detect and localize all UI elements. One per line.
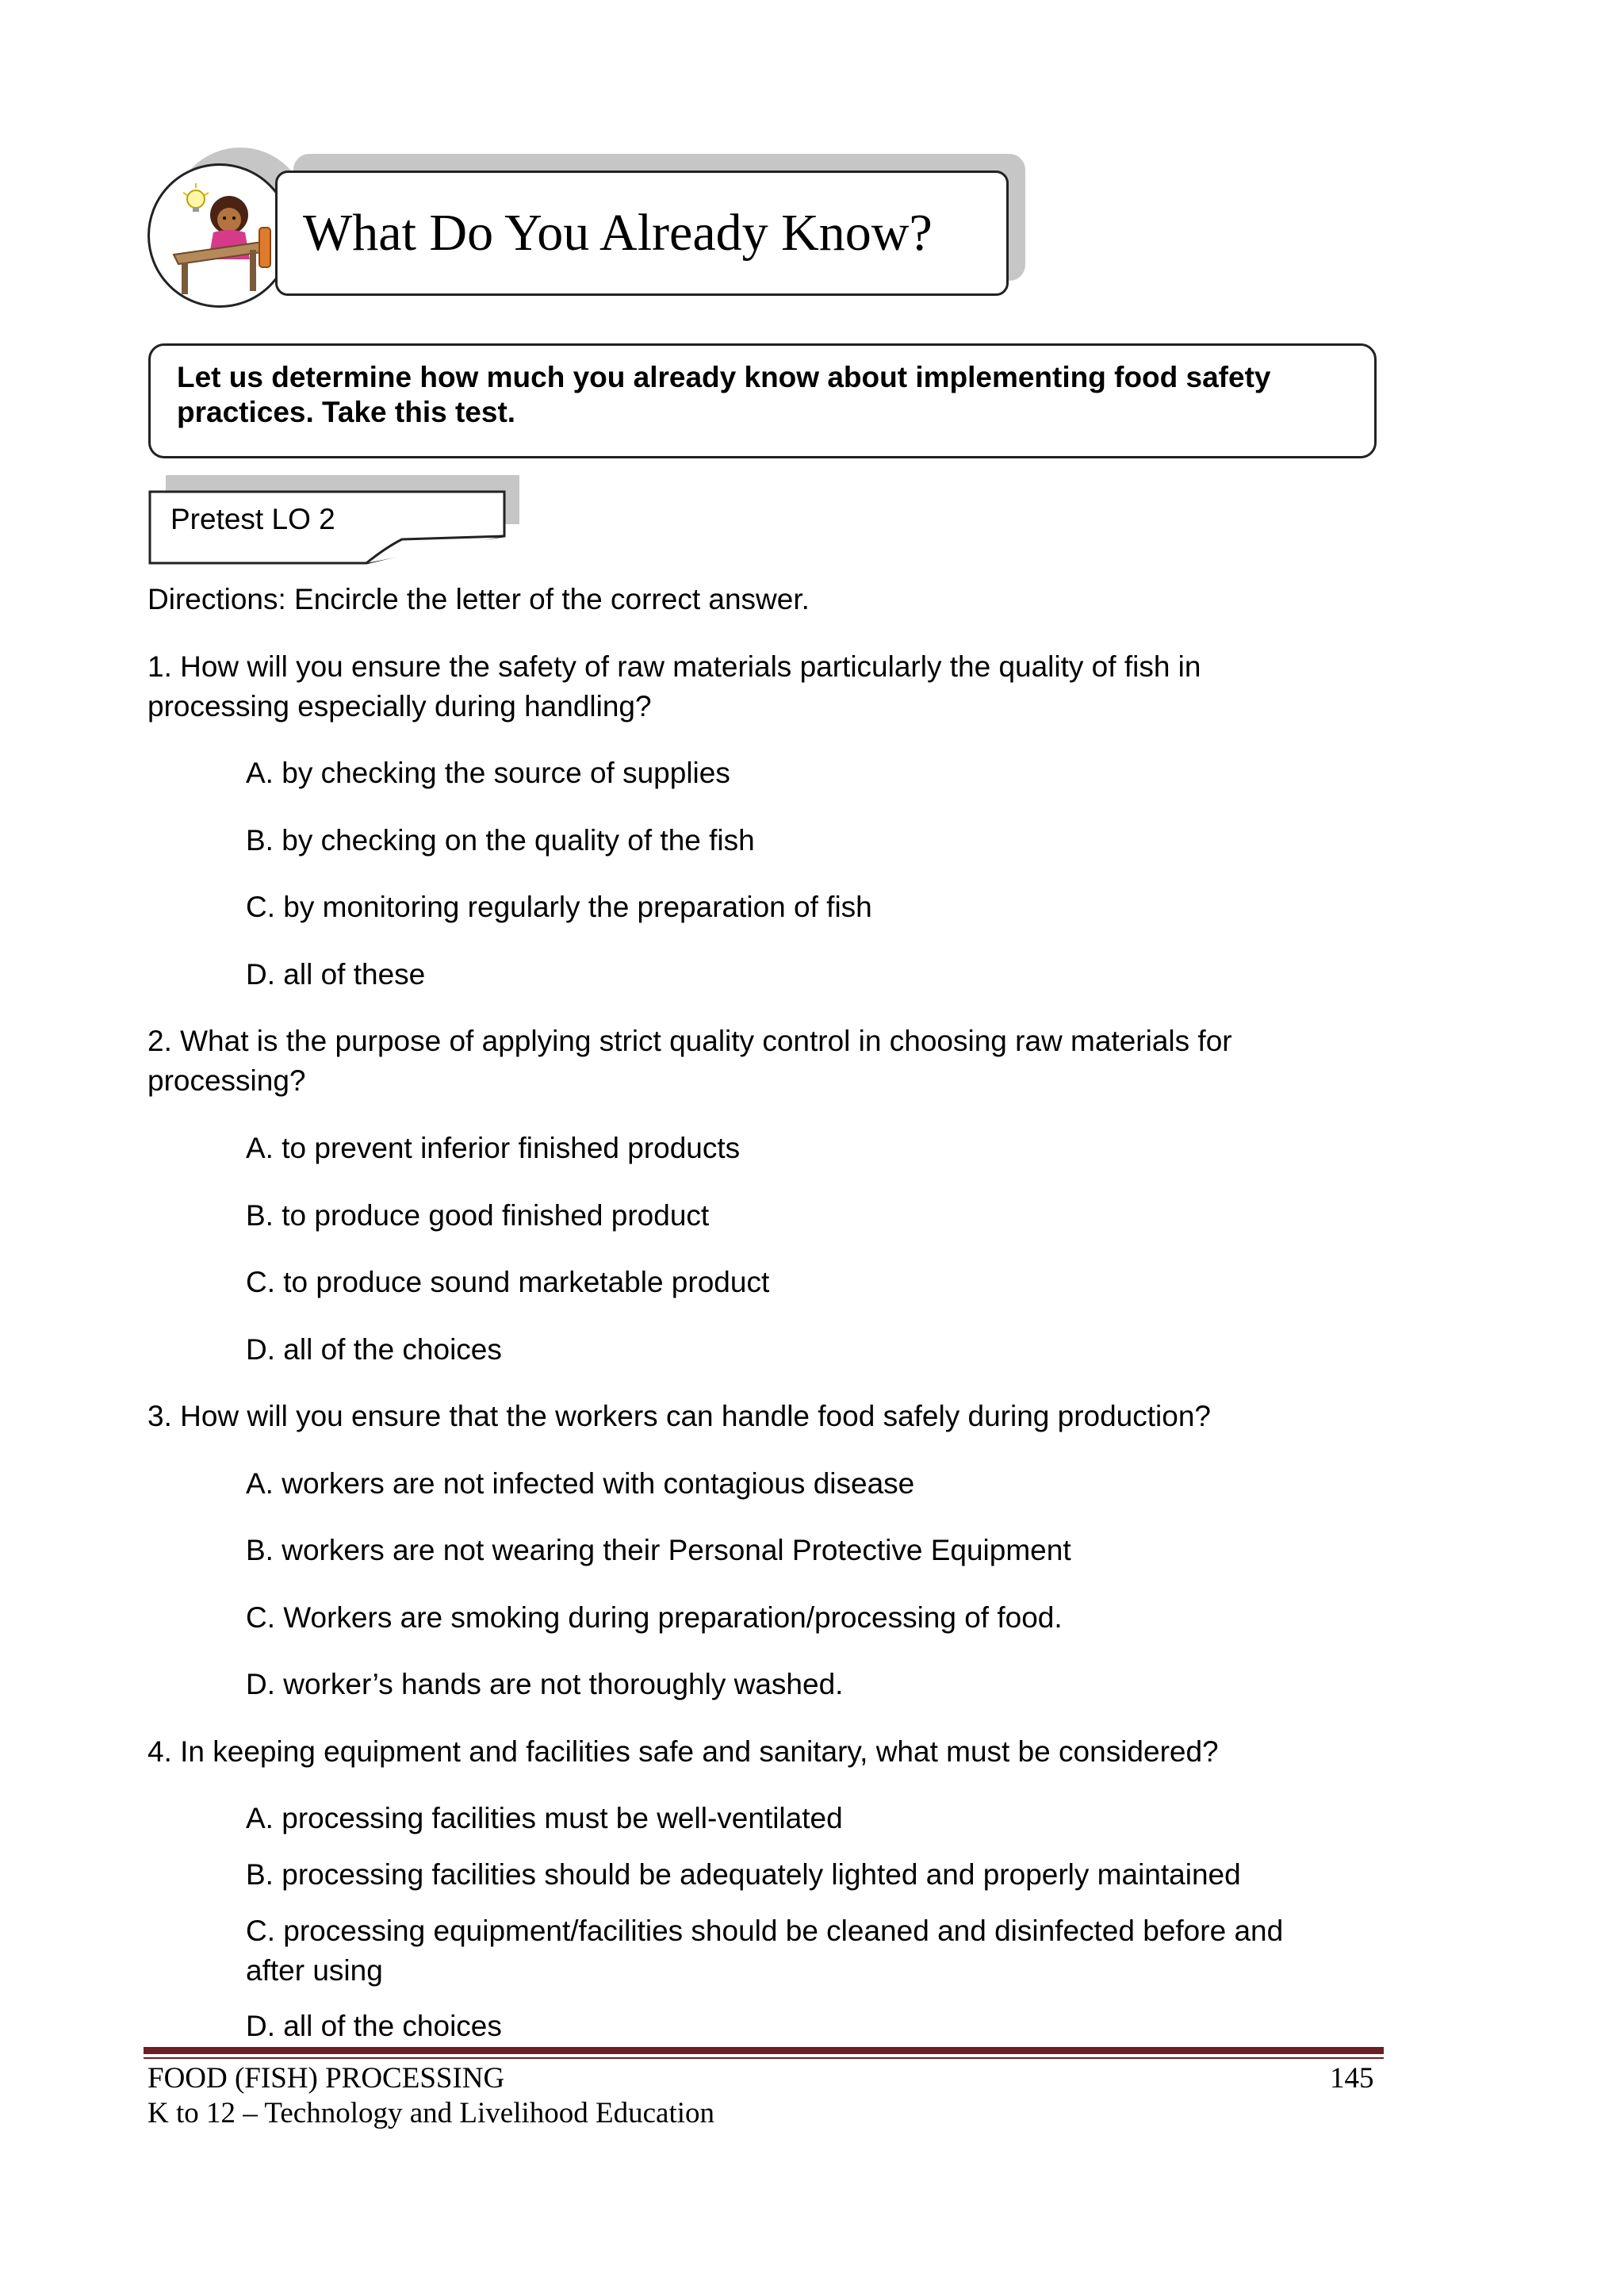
question-1-line-1: 1. How will you ensure the safety of raw materials particularly the quality of fish in	[147, 650, 1201, 683]
question-2-line-1: 2. What is the purpose of applying strict quality control in choosing raw materials for	[147, 1025, 1232, 1057]
footer-rule-thin	[144, 2057, 1384, 2059]
question-1-choice-c[interactable]: C. by monitoring regularly the preparation of fish	[246, 891, 872, 923]
question-2-choice-a[interactable]: A. to prevent inferior finished products	[246, 1132, 741, 1164]
intro-box	[148, 343, 1377, 458]
footer-program: K to 12 – Technology and Livelihood Education	[147, 2097, 715, 2129]
question-1-line-2: processing especially during handling?	[147, 690, 652, 723]
intro-line-1: Let us determine how much you already know about implementing food safety	[177, 361, 1271, 393]
footer-rule-thick	[144, 2047, 1384, 2054]
question-3-choice-b[interactable]: B. workers are not wearing their Personal Protective Equipment	[246, 1534, 1071, 1566]
question-3-choice-a[interactable]: A. workers are not infected with contagious disease	[246, 1467, 915, 1500]
question-4-choice-c[interactable]: C. processing equipment/facilities should be cleaned and disinfected before and	[246, 1915, 1284, 1947]
question-3-line-1: 3. How will you ensure that the workers can handle food safely during production?	[147, 1400, 1211, 1432]
pretest-label: Pretest LO 2	[170, 503, 335, 535]
question-3-choice-d[interactable]: D. worker’s hands are not thoroughly washed.	[246, 1668, 844, 1700]
question-1-choice-b[interactable]: B. by checking on the quality of the fish	[246, 824, 755, 857]
intro-line-2: practices. Take this test.	[177, 396, 516, 428]
question-4-line-1: 4. In keeping equipment and facilities safe and sanitary, what must be considered?	[147, 1735, 1219, 1768]
directions: Directions: Encircle the letter of the correct answer.	[147, 583, 810, 615]
question-4-choice-a[interactable]: A. processing facilities must be well-ventilated	[246, 1802, 843, 1834]
question-2-choice-d[interactable]: D. all of the choices	[246, 1333, 502, 1366]
student-at-desk-icon	[147, 163, 292, 308]
pretest-tag	[148, 490, 506, 565]
question-2-line-2: processing?	[147, 1064, 306, 1097]
question-4-choice-c-line-2: after using	[246, 1954, 383, 1987]
question-1-choice-d[interactable]: D. all of these	[246, 958, 426, 991]
section-title-box	[275, 171, 1009, 296]
question-2-choice-c[interactable]: C. to produce sound marketable product	[246, 1266, 770, 1298]
question-4-choice-b[interactable]: B. processing facilities should be adequately lighted and properly maintained	[246, 1858, 1241, 1891]
question-3-choice-c[interactable]: C. Workers are smoking during preparation/processing of food.	[246, 1601, 1063, 1634]
question-4-choice-d[interactable]: D. all of the choices	[246, 2010, 502, 2042]
section-title: What Do You Already Know?	[303, 204, 933, 262]
page-number: 145	[1330, 2062, 1374, 2095]
footer-subject: FOOD (FISH) PROCESSING	[147, 2062, 505, 2095]
question-1-choice-a[interactable]: A. by checking the source of supplies	[246, 757, 730, 789]
question-2-choice-b[interactable]: B. to produce good finished product	[246, 1199, 710, 1232]
